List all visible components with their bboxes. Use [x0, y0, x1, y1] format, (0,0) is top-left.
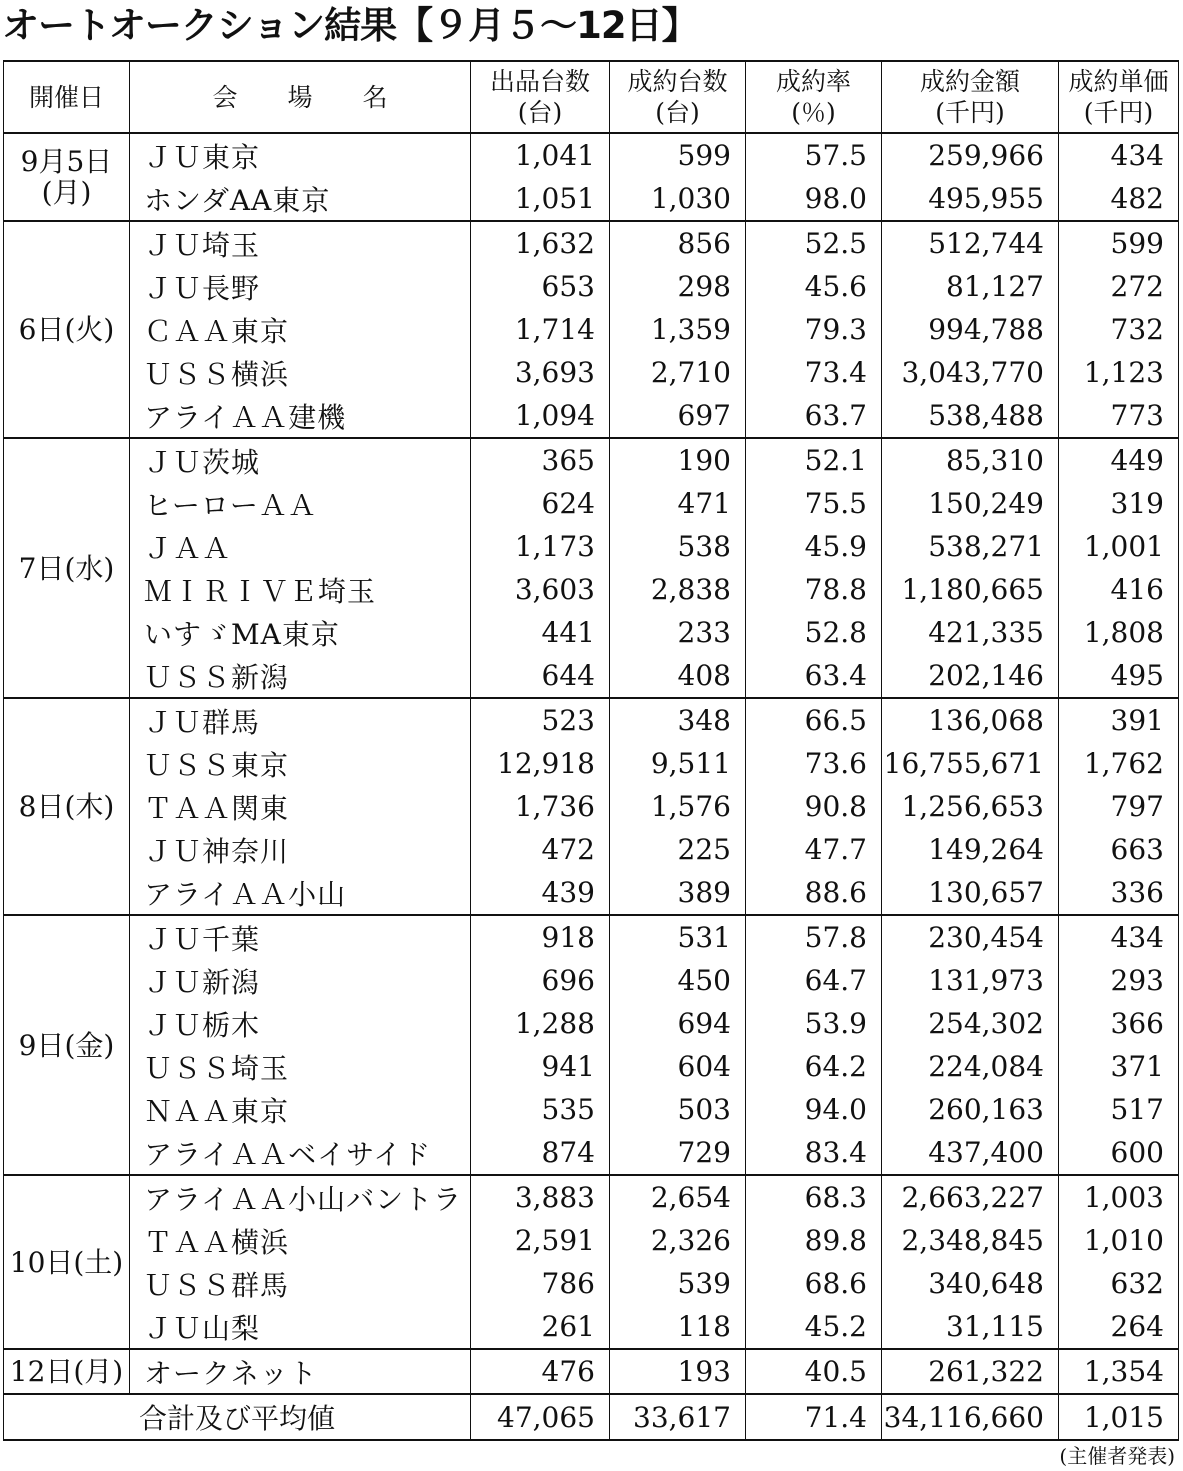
sold-amount: 16,755,671 — [882, 742, 1059, 785]
sold-rate: 88.6 — [746, 871, 882, 915]
listed-count: 1,288 — [471, 1002, 610, 1045]
venue-name: ＪＵ茨城 — [130, 438, 471, 482]
sold-amount: 495,955 — [882, 177, 1059, 221]
sold-amount: 421,335 — [882, 611, 1059, 654]
table-row — [4, 1131, 1179, 1175]
total-listed: 47,065 — [471, 1394, 610, 1440]
listed-count: 3,883 — [471, 1175, 610, 1219]
sold-rate: 45.6 — [746, 265, 882, 308]
venue-name: ヒーローＡＡ — [130, 482, 471, 525]
table-row — [4, 654, 1179, 698]
sold-count: 1,576 — [610, 785, 746, 828]
date-label: 9日(金) — [18, 1028, 115, 1062]
unit-price: 366 — [1059, 1002, 1179, 1045]
listed-count: 1,632 — [471, 221, 610, 265]
unit-price: 1,123 — [1059, 351, 1179, 394]
venue-name: ＪＵ山梨 — [130, 1305, 471, 1349]
date-label: 10日(土) — [9, 1245, 124, 1279]
header-venue-label: 会 場 名 — [212, 82, 388, 112]
sold-count: 471 — [610, 482, 746, 525]
total-unit-price: 1,015 — [1059, 1394, 1179, 1440]
sold-rate: 73.6 — [746, 742, 882, 785]
table-row — [4, 1002, 1179, 1045]
sold-amount: 136,068 — [882, 698, 1059, 742]
sold-count: 856 — [610, 221, 746, 265]
sold-rate: 68.3 — [746, 1175, 882, 1219]
venue-name: ＭＩＲＩＶＥ埼玉 — [130, 568, 471, 611]
table-row — [4, 1175, 1179, 1219]
venue-name: アライＡＡ建機 — [130, 394, 471, 438]
unit-price: 264 — [1059, 1305, 1179, 1349]
table-row — [4, 394, 1179, 438]
sold-amount: 230,454 — [882, 915, 1059, 959]
sold-count: 193 — [610, 1349, 746, 1394]
sold-amount: 538,488 — [882, 394, 1059, 438]
sold-amount: 224,084 — [882, 1045, 1059, 1088]
venue-name: アライＡＡベイサイド — [130, 1131, 471, 1175]
header-rate-unit: (％) — [791, 98, 836, 127]
unit-price: 773 — [1059, 394, 1179, 438]
header-listed-unit: (台) — [517, 98, 563, 127]
sold-count: 9,511 — [610, 742, 746, 785]
sold-rate: 68.6 — [746, 1262, 882, 1305]
sold-count: 604 — [610, 1045, 746, 1088]
sold-amount: 81,127 — [882, 265, 1059, 308]
unit-price: 482 — [1059, 177, 1179, 221]
sold-amount: 3,043,770 — [882, 351, 1059, 394]
table-row — [4, 698, 1179, 742]
listed-count: 1,041 — [471, 133, 610, 177]
table-row — [4, 1219, 1179, 1262]
date-cell — [4, 1175, 130, 1349]
sold-amount: 259,966 — [882, 133, 1059, 177]
sold-count: 389 — [610, 871, 746, 915]
sold-rate: 73.4 — [746, 351, 882, 394]
sold-amount: 261,322 — [882, 1349, 1059, 1394]
header-amount-unit: (千円) — [935, 98, 1005, 127]
venue-name: ＵＳＳ横浜 — [130, 351, 471, 394]
sold-amount: 538,271 — [882, 525, 1059, 568]
unit-price: 449 — [1059, 438, 1179, 482]
listed-count: 696 — [471, 959, 610, 1002]
unit-price: 1,001 — [1059, 525, 1179, 568]
date-cell — [4, 698, 130, 915]
date-cell — [4, 438, 130, 698]
sold-rate: 40.5 — [746, 1349, 882, 1394]
sold-amount: 130,657 — [882, 871, 1059, 915]
listed-count: 523 — [471, 698, 610, 742]
sold-count: 408 — [610, 654, 746, 698]
header-date — [4, 61, 130, 133]
listed-count: 1,736 — [471, 785, 610, 828]
listed-count: 439 — [471, 871, 610, 915]
venue-name: ＴＡＡ横浜 — [130, 1219, 471, 1262]
sold-amount: 131,973 — [882, 959, 1059, 1002]
sold-rate: 89.8 — [746, 1219, 882, 1262]
sold-amount: 340,648 — [882, 1262, 1059, 1305]
sold-amount: 85,310 — [882, 438, 1059, 482]
sold-count: 450 — [610, 959, 746, 1002]
table-row — [4, 568, 1179, 611]
sold-count: 233 — [610, 611, 746, 654]
sold-rate: 90.8 — [746, 785, 882, 828]
sold-count: 225 — [610, 828, 746, 871]
unit-price: 1,354 — [1059, 1349, 1179, 1394]
sold-rate: 98.0 — [746, 177, 882, 221]
header-date-label: 開催日 — [28, 82, 104, 112]
date-cell — [4, 221, 130, 438]
sold-count: 599 — [610, 133, 746, 177]
unit-price: 336 — [1059, 871, 1179, 915]
listed-count: 3,603 — [471, 568, 610, 611]
header-row — [4, 61, 1179, 133]
sold-amount: 2,663,227 — [882, 1175, 1059, 1219]
table-row — [4, 1305, 1179, 1349]
sold-count: 2,654 — [610, 1175, 746, 1219]
header-unit-price-label: 成約単価 — [1068, 67, 1169, 96]
header-sold-label: 成約台数 — [627, 67, 728, 96]
unit-price: 495 — [1059, 654, 1179, 698]
listed-count: 1,051 — [471, 177, 610, 221]
unit-price: 272 — [1059, 265, 1179, 308]
date-label: 12日(月) — [9, 1355, 124, 1388]
unit-price: 391 — [1059, 698, 1179, 742]
venue-name: ＪＵ東京 — [130, 133, 471, 177]
sold-rate: 53.9 — [746, 1002, 882, 1045]
venue-name: ＵＳＳ新潟 — [130, 654, 471, 698]
sold-rate: 57.8 — [746, 915, 882, 959]
unit-price: 416 — [1059, 568, 1179, 611]
venue-name: ＪＵ埼玉 — [130, 221, 471, 265]
listed-count: 472 — [471, 828, 610, 871]
venue-name: ＵＳＳ埼玉 — [130, 1045, 471, 1088]
venue-name: オークネット — [130, 1349, 471, 1394]
sold-amount: 149,264 — [882, 828, 1059, 871]
header-venue — [130, 61, 471, 133]
listed-count: 3,693 — [471, 351, 610, 394]
venue-name: ホンダAA東京 — [130, 177, 471, 221]
listed-count: 1,173 — [471, 525, 610, 568]
listed-count: 535 — [471, 1088, 610, 1131]
sold-amount: 260,163 — [882, 1088, 1059, 1131]
unit-price: 1,010 — [1059, 1219, 1179, 1262]
table-row — [4, 308, 1179, 351]
listed-count: 624 — [471, 482, 610, 525]
sold-rate: 66.5 — [746, 698, 882, 742]
date-label: 6日(火) — [18, 313, 115, 346]
listed-count: 653 — [471, 265, 610, 308]
venue-name: ＪＵ栃木 — [130, 1002, 471, 1045]
listed-count: 476 — [471, 1349, 610, 1394]
total-amount: 34,116,660 — [882, 1394, 1059, 1440]
venue-name: ＮＡＡ東京 — [130, 1088, 471, 1131]
listed-count: 941 — [471, 1045, 610, 1088]
sold-count: 538 — [610, 525, 746, 568]
unit-price: 663 — [1059, 828, 1179, 871]
sold-count: 298 — [610, 265, 746, 308]
listed-count: 365 — [471, 438, 610, 482]
table-row — [4, 133, 1179, 177]
sold-rate: 52.5 — [746, 221, 882, 265]
table-row — [4, 611, 1179, 654]
page-title: オートオークション結果【９月５～12日】 — [2, 4, 698, 47]
table-row — [4, 1088, 1179, 1131]
listed-count: 918 — [471, 915, 610, 959]
sold-amount: 202,146 — [882, 654, 1059, 698]
venue-name: ＵＳＳ東京 — [130, 742, 471, 785]
unit-price: 797 — [1059, 785, 1179, 828]
header-amount — [882, 61, 1059, 133]
table-row — [4, 915, 1179, 959]
venue-name: ＪＵ新潟 — [130, 959, 471, 1002]
auction-results-table — [3, 60, 1179, 1441]
listed-count: 786 — [471, 1262, 610, 1305]
sold-count: 2,710 — [610, 351, 746, 394]
sold-amount: 31,115 — [882, 1305, 1059, 1349]
unit-price: 1,808 — [1059, 611, 1179, 654]
unit-price: 517 — [1059, 1088, 1179, 1131]
sold-amount: 994,788 — [882, 308, 1059, 351]
sold-rate: 45.2 — [746, 1305, 882, 1349]
sold-rate: 83.4 — [746, 1131, 882, 1175]
table-row — [4, 1349, 1179, 1394]
header-sold-unit: (台) — [655, 98, 700, 127]
table-row — [4, 221, 1179, 265]
header-listed — [471, 61, 610, 133]
listed-count: 261 — [471, 1305, 610, 1349]
sold-rate: 64.7 — [746, 959, 882, 1002]
sold-rate: 79.3 — [746, 308, 882, 351]
header-rate-label: 成約率 — [775, 67, 851, 96]
venue-name: ＪＡＡ — [130, 525, 471, 568]
date-label: 7日(水) — [18, 551, 115, 585]
table-row — [4, 525, 1179, 568]
unit-price: 371 — [1059, 1045, 1179, 1088]
sold-rate: 52.1 — [746, 438, 882, 482]
venue-name: いすゞMA東京 — [130, 611, 471, 654]
unit-price: 1,762 — [1059, 742, 1179, 785]
sold-count: 539 — [610, 1262, 746, 1305]
venue-name: ＪＵ千葉 — [130, 915, 471, 959]
table-row — [4, 438, 1179, 482]
sold-rate: 78.8 — [746, 568, 882, 611]
total-label: 合計及び平均値 — [4, 1394, 471, 1440]
sold-count: 697 — [610, 394, 746, 438]
date-cell — [4, 915, 130, 1175]
sold-amount: 254,302 — [882, 1002, 1059, 1045]
sold-amount: 512,744 — [882, 221, 1059, 265]
listed-count: 1,094 — [471, 394, 610, 438]
header-sold — [610, 61, 746, 133]
sold-rate: 64.2 — [746, 1045, 882, 1088]
sold-count: 503 — [610, 1088, 746, 1131]
sold-count: 2,838 — [610, 568, 746, 611]
listed-count: 2,591 — [471, 1219, 610, 1262]
sold-count: 531 — [610, 915, 746, 959]
table-row — [4, 1262, 1179, 1305]
sold-rate: 57.5 — [746, 133, 882, 177]
listed-count: 1,714 — [471, 308, 610, 351]
date-cell — [4, 1349, 130, 1394]
table-header — [4, 61, 1179, 133]
sold-count: 190 — [610, 438, 746, 482]
sold-rate: 94.0 — [746, 1088, 882, 1131]
table-row — [4, 871, 1179, 915]
header-amount-label: 成約金額 — [919, 67, 1020, 96]
source-note: (主催者発表) — [1059, 1444, 1175, 1468]
table-row — [4, 482, 1179, 525]
table-row — [4, 1045, 1179, 1088]
sold-amount: 150,249 — [882, 482, 1059, 525]
unit-price: 319 — [1059, 482, 1179, 525]
venue-name: ＴＡＡ関東 — [130, 785, 471, 828]
date-label: 8日(木) — [18, 790, 115, 823]
table-row — [4, 785, 1179, 828]
sold-amount: 2,348,845 — [882, 1219, 1059, 1262]
listed-count: 644 — [471, 654, 610, 698]
sold-count: 1,359 — [610, 308, 746, 351]
venue-name: アライＡＡ小山 — [130, 871, 471, 915]
unit-price: 434 — [1059, 133, 1179, 177]
sold-amount: 437,400 — [882, 1131, 1059, 1175]
sold-count: 118 — [610, 1305, 746, 1349]
venue-name: ＣＡＡ東京 — [130, 308, 471, 351]
sold-amount: 1,180,665 — [882, 568, 1059, 611]
table-body — [4, 133, 1179, 1440]
unit-price: 293 — [1059, 959, 1179, 1002]
sold-count: 1,030 — [610, 177, 746, 221]
table-row — [4, 828, 1179, 871]
venue-name: アライＡＡ小山バントラ — [130, 1175, 471, 1219]
sold-count: 348 — [610, 698, 746, 742]
total-sold: 33,617 — [610, 1394, 746, 1440]
date-cell — [4, 133, 130, 221]
unit-price: 632 — [1059, 1262, 1179, 1305]
sold-count: 2,326 — [610, 1219, 746, 1262]
sold-rate: 75.5 — [746, 482, 882, 525]
table-row — [4, 351, 1179, 394]
unit-price: 600 — [1059, 1131, 1179, 1175]
table-row — [4, 265, 1179, 308]
listed-count: 12,918 — [471, 742, 610, 785]
sold-rate: 52.8 — [746, 611, 882, 654]
header-unit-price-unit: (千円) — [1083, 98, 1154, 127]
total-row — [4, 1394, 1179, 1440]
unit-price: 434 — [1059, 915, 1179, 959]
unit-price: 1,003 — [1059, 1175, 1179, 1219]
venue-name: ＪＵ神奈川 — [130, 828, 471, 871]
table-row — [4, 959, 1179, 1002]
sold-rate: 63.4 — [746, 654, 882, 698]
total-rate: 71.4 — [746, 1394, 882, 1440]
venue-name: ＪＵ群馬 — [130, 698, 471, 742]
listed-count: 874 — [471, 1131, 610, 1175]
listed-count: 441 — [471, 611, 610, 654]
sold-rate: 47.7 — [746, 828, 882, 871]
header-unit-price — [1059, 61, 1179, 133]
unit-price: 732 — [1059, 308, 1179, 351]
date-weekday: (月) — [41, 176, 92, 209]
sold-count: 694 — [610, 1002, 746, 1045]
header-listed-label: 出品台数 — [489, 67, 590, 96]
table-row — [4, 177, 1179, 221]
header-rate — [746, 61, 882, 133]
venue-name: ＵＳＳ群馬 — [130, 1262, 471, 1305]
sold-rate: 45.9 — [746, 525, 882, 568]
date-label: 9月5日 — [20, 145, 113, 178]
table-row — [4, 742, 1179, 785]
sold-amount: 1,256,653 — [882, 785, 1059, 828]
sold-count: 729 — [610, 1131, 746, 1175]
venue-name: ＪＵ長野 — [130, 265, 471, 308]
sold-rate: 63.7 — [746, 394, 882, 438]
unit-price: 599 — [1059, 221, 1179, 265]
